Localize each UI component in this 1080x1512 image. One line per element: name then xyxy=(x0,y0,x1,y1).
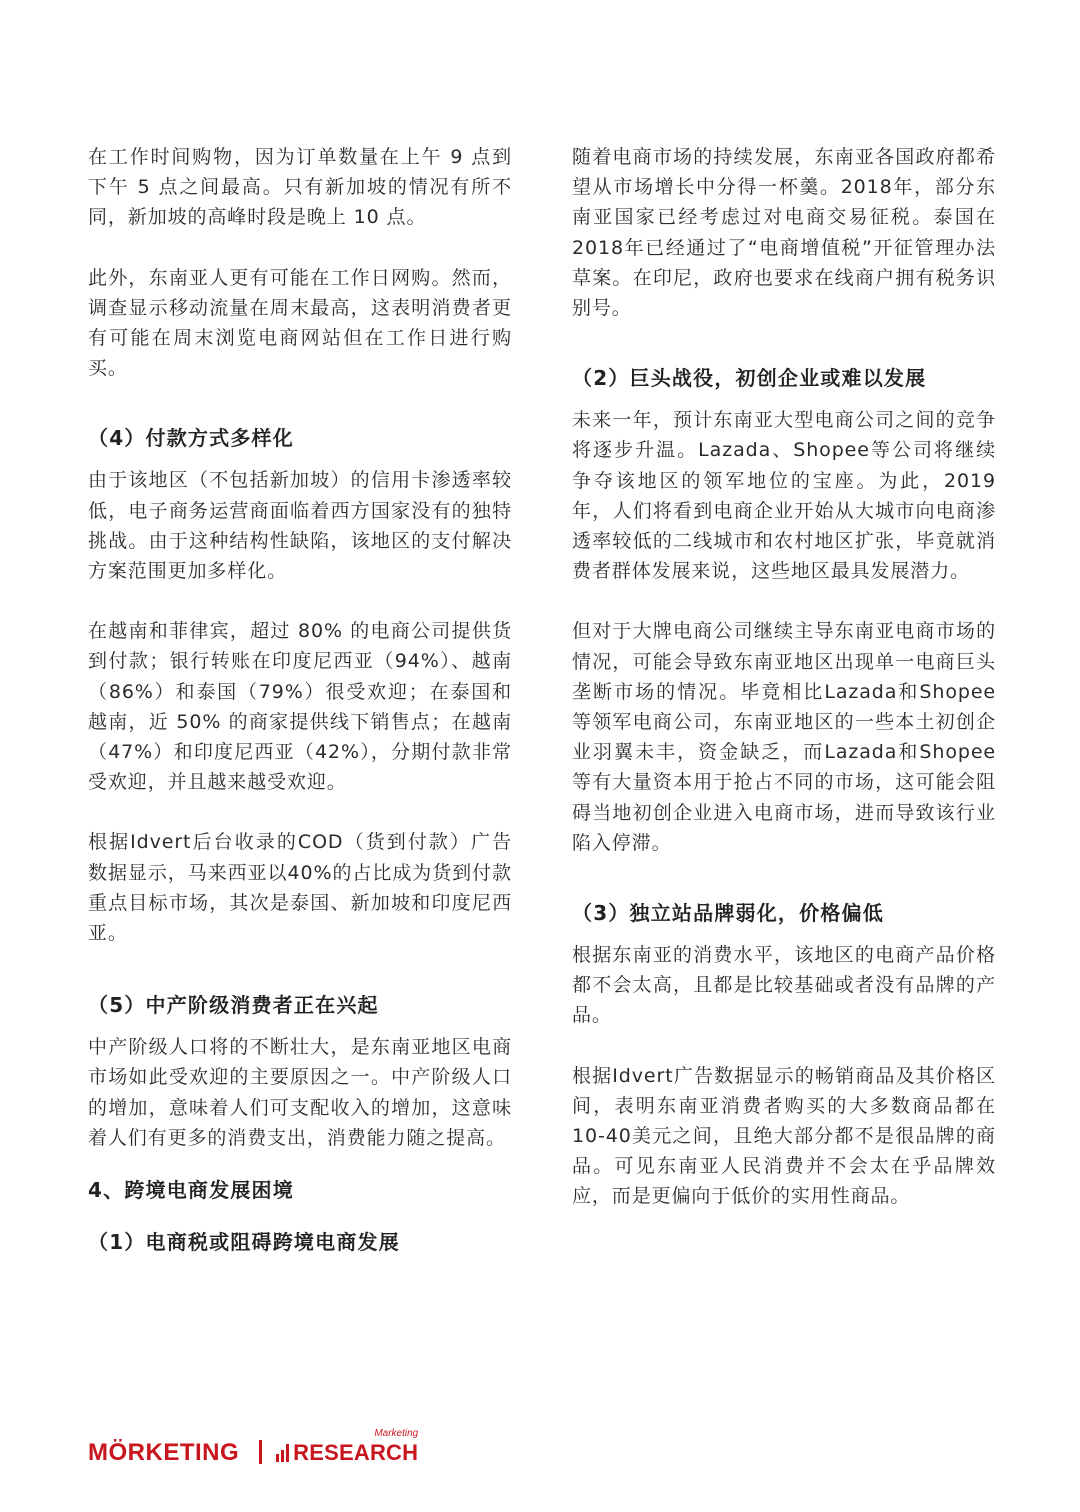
heading-independent-sites: （3）独立站品牌弱化，价格偏低 xyxy=(572,901,884,926)
bar-chart-icon xyxy=(276,1444,291,1462)
research-logo xyxy=(276,1428,419,1466)
paragraph-competition: 未来一年，预计东南亚大型电商公司之间的竞争将逐步升温。Lazada、Shopee等公司将继续争夺该地区的领军地位的宝座。为此，2019年，人们将看到电商企业开始从大城市向电商渗透率较低的二线城市和农村地区扩张，毕竟就消费者群体发展来说，这些地区最具发展潜力。 xyxy=(572,409,996,583)
paragraph-monopoly: 但对于大牌电商公司继续主导东南亚电商市场的情况，可能会导致东南亚地区出现单一电商巨头垄断市场的情况。毕竟相比Lazada和Shopee等领军电商公司，东南亚地区的一些本土初创企业羽翼未丰，资金缺乏，而Lazada和Shopee等有大量资本用于抢占不同的市场，这可能会阻碍当地初创企业进入电商市场，进而导致该行业陷入停滞。 xyxy=(572,620,996,854)
paragraph-middle-class: 中产阶级人口将的不断壮大，是东南亚地区电商市场如此受欢迎的主要原因之一。中产阶级人口的增加，意味着人们可支配收入的增加，这意味着人们有更多的消费支出，消费能力随之提高。 xyxy=(88,1036,512,1149)
paragraph-government-tax: 随着电商市场的持续发展，东南亚各国政府都希望从市场增长中分得一杯羹。2018年，部分东南亚国家已经考虑过对电商交易征税。泰国在2018年已经通过了“电商增值税”开征管理办法草案。在印尼，政府也要求在线商户拥有税务识别号。 xyxy=(572,146,996,320)
brand-divider xyxy=(259,1440,262,1464)
research-logo-small-text: Marketing xyxy=(374,1428,419,1439)
paragraph-cod-ads: 根据Idvert后台收录的COD（货到付款）广告数据显示，马来西亚以40%的占比成为货到付款重点目标市场，其次是泰国、新加坡和印度尼西亚。 xyxy=(88,831,512,945)
paragraph-price-range: 根据Idvert广告数据显示的畅销商品及其价格区间，表明东南亚消费者购买的大多数商品都在10-40美元之间，且绝大部分都不是很品牌的商品。可见东南亚人民消费并不会太在乎品牌效应，而是更偏向于低价的实用性商品。 xyxy=(572,1064,996,1208)
paragraph-shopping-hours: 在工作时间购物，因为订单数量在上午 9 点到下午 5 点之间最高。只有新加坡的情况有所不同，新加坡的高峰时段是晚上 10 点。 xyxy=(88,146,512,229)
paragraph-weekday-shopping: 此外，东南亚人更有可能在工作日网购。然而，调查显示移动流量在周末最高，这表明消费者更有可能在周末浏览电商网站但在工作日进行购买。 xyxy=(88,266,512,380)
left-column xyxy=(88,142,512,1257)
paragraph-payment-statistics: 在越南和菲律宾，超过 80% 的电商公司提供货到付款；银行转账在印度尼西亚（94%）、越南（86%）和泰国（79%）很受欢迎；在泰国和越南，近 50% 的商家提供线下销售点；在越南（47%）和印度尼西亚（42%），分期付款非常受欢迎，并且越来越受欢迎。 xyxy=(88,620,512,794)
paragraph-credit-card-penetration: 由于该地区（不包括新加坡）的信用卡渗透率较低，电子商务运营商面临着西方国家没有的独特挑战。由于这种结构性缺陷，该地区的支付解决方案范围更加多样化。 xyxy=(88,469,512,583)
heading-giants-battle: （2）巨头战役，初创企业或难以发展 xyxy=(572,366,927,391)
marketing-logo: MÖRKETING xyxy=(88,1439,240,1466)
heading-ecommerce-tax: （1）电商税或阻碍跨境电商发展 xyxy=(88,1230,400,1255)
heading-payment-methods: （4）付款方式多样化 xyxy=(88,426,294,451)
heading-middle-class: （5）中产阶级消费者正在兴起 xyxy=(88,993,379,1018)
right-column xyxy=(572,142,996,1212)
footer-brand xyxy=(88,1428,419,1466)
heading-cross-border-difficulties: 4、跨境电商发展困境 xyxy=(88,1178,294,1203)
research-logo-text: RESEARCH xyxy=(293,1440,419,1465)
paragraph-consumption-level: 根据东南亚的消费水平，该地区的电商产品价格都不会太高，且都是比较基础或者没有品牌的产品。 xyxy=(572,944,996,1027)
